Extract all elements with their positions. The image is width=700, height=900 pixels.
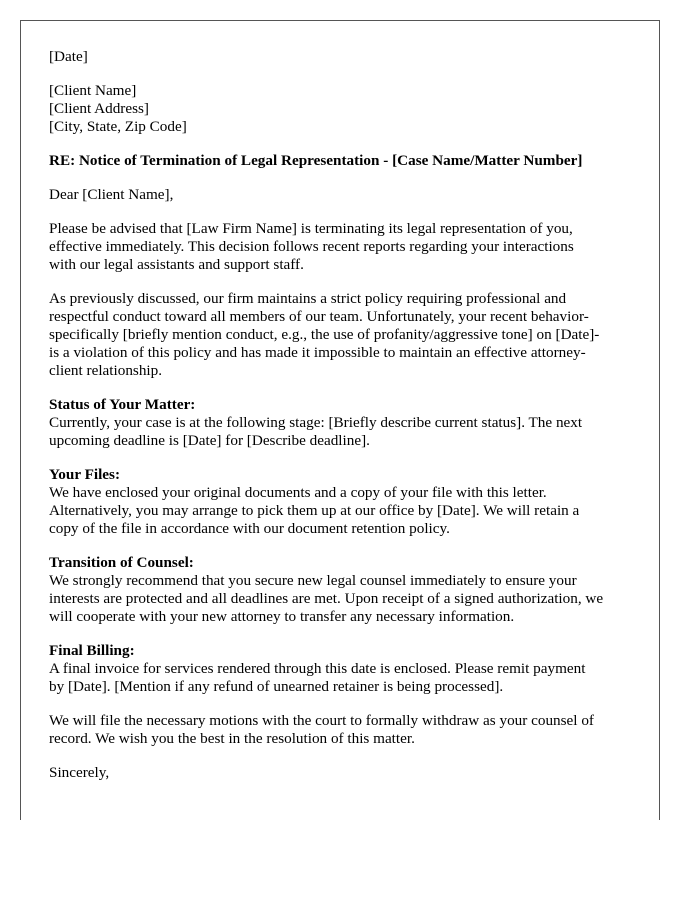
city-state-zip: [City, State, Zip Code]	[49, 118, 187, 135]
subject-line: RE: Notice of Termination of Legal Representation - [Case Name/Matter Number]	[49, 152, 583, 169]
paragraph-line: is a violation of this policy and has made it impossible to maintain an effective attorney-	[49, 344, 586, 361]
paragraph-line: respectful conduct toward all members of our team. Unfortunately, your recent behavior-	[49, 308, 589, 325]
section-billing	[49, 642, 639, 696]
paragraph-line: record. We wish you the best in the resolution of this matter.	[49, 730, 415, 747]
section-line: upcoming deadline is [Date] for [Describe deadline].	[49, 432, 370, 449]
letter-date: [Date]	[49, 48, 88, 65]
section-heading-files: Your Files:	[49, 466, 121, 483]
paragraph-line: We will file the necessary motions with the court to formally withdraw as your counsel of	[49, 712, 594, 729]
section-line: by [Date]. [Mention if any refund of unearned retainer is being processed].	[49, 678, 504, 695]
paragraph-policy	[49, 290, 639, 380]
salutation: Dear [Client Name],	[49, 186, 174, 203]
section-line: copy of the file in accordance with our document retention policy.	[49, 520, 450, 537]
section-transition	[49, 554, 639, 626]
section-heading-transition: Transition of Counsel:	[49, 554, 194, 571]
section-heading-billing: Final Billing:	[49, 642, 135, 659]
paragraph-line: effective immediately. This decision follows recent reports regarding your interactions	[49, 238, 574, 255]
signoff-block	[49, 764, 639, 782]
section-heading-status: Status of Your Matter:	[49, 396, 196, 413]
section-line: Currently, your case is at the following stage: [Briefly describe current status]. The next	[49, 414, 583, 431]
paragraph-line: with our legal assistants and support staff.	[49, 256, 304, 273]
section-line: Alternatively, you may arrange to pick them up at our office by [Date]. We will retain a	[49, 502, 580, 519]
section-line: A final invoice for services rendered through this date is enclosed. Please remit payment	[49, 660, 586, 677]
client-name: [Client Name]	[49, 82, 137, 99]
section-status	[49, 396, 639, 450]
signoff: Sincerely,	[49, 764, 110, 781]
section-line: interests are protected and all deadlines are met. Upon receipt of a signed authorization, we	[49, 590, 604, 607]
letter-page	[20, 20, 660, 820]
salutation-block	[49, 186, 639, 204]
paragraph-closing	[49, 712, 639, 748]
paragraph-line: As previously discussed, our firm maintains a strict policy requiring professional and	[49, 290, 567, 307]
paragraph-line: client relationship.	[49, 362, 163, 379]
client-address: [Client Address]	[49, 100, 149, 117]
date-block	[49, 48, 639, 66]
section-line: We strongly recommend that you secure new legal counsel immediately to ensure your	[49, 572, 577, 589]
section-line: We have enclosed your original documents and a copy of your file with this letter.	[49, 484, 547, 501]
paragraph-termination	[49, 220, 639, 274]
paragraph-line: specifically [briefly mention conduct, e.g., the use of profanity/aggressive tone] on [Date]-	[49, 326, 600, 343]
subject-line-block	[49, 152, 639, 170]
section-files	[49, 466, 639, 538]
section-line: will cooperate with your new attorney to transfer any necessary information.	[49, 608, 515, 625]
paragraph-line: Please be advised that [Law Firm Name] is terminating its legal representation of you,	[49, 220, 573, 237]
letter-body	[49, 48, 639, 798]
recipient-address	[49, 82, 639, 136]
